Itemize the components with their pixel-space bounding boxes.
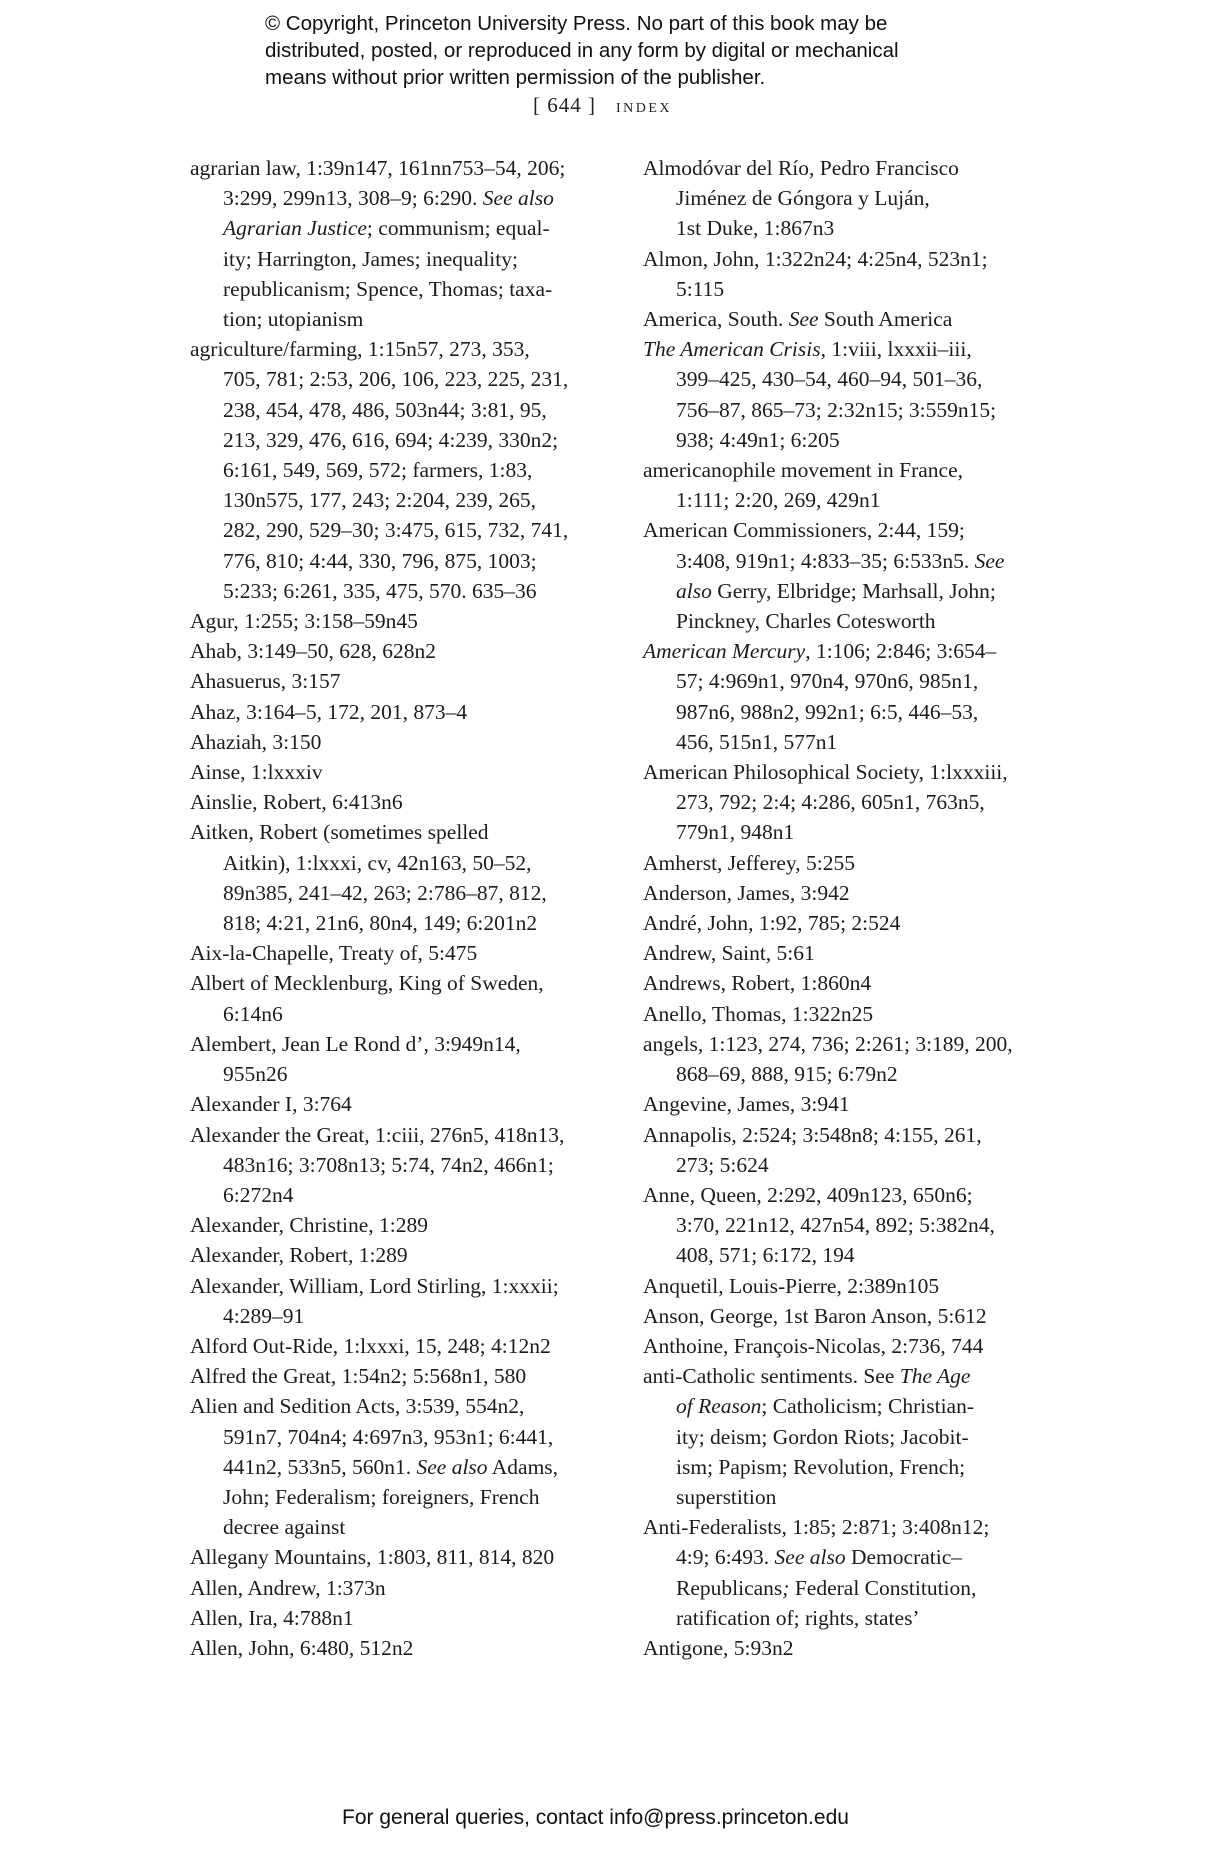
index-entry [190,1542,610,1572]
index-entry-line: Alexander, Robert, 1:289 [190,1243,408,1268]
index-entry-continuation: ity; deism; Gordon Riots; Jacobit- [676,1424,969,1449]
index-entry-continuation: also Gerry, Elbridge; Marhsall, John; [676,578,996,603]
index-entry [190,1391,610,1542]
index-entry-line: America, South. See South America [643,307,953,332]
index-entry [190,153,610,334]
index-entry-line: agriculture/farming, 1:15n57, 273, 353, [190,337,530,362]
index-entry [643,848,1073,878]
copyright-line: © Copyright, Princeton University Press. No part of this book may be [265,12,888,35]
index-entry [643,244,1073,304]
index-entry [190,1331,610,1361]
index-entry-continuation: decree against [223,1515,346,1540]
index-entry-continuation: 273, 792; 2:4; 4:286, 605n1, 763n5, [676,790,985,815]
index-entry-line: Anti-Federalists, 1:85; 2:871; 3:408n12; [643,1515,990,1540]
index-entry-continuation: 818; 4:21, 21n6, 80n4, 149; 6:201n2 [223,911,538,936]
index-entry [643,1512,1073,1633]
index-entry-line: American Commissioners, 2:44, 159; [643,518,965,543]
index-entry-continuation: 987n6, 988n2, 992n1; 6:5, 446–53, [676,699,979,724]
index-entry-line: American Mercury, 1:106; 2:846; 3:654– [643,639,997,664]
index-entry [190,938,610,968]
index-entry [643,1029,1073,1089]
index-entry-continuation: 89n385, 241–42, 263; 2:786–87, 812, [223,880,547,905]
index-entry [190,1633,610,1663]
index-entry [643,1361,1073,1512]
index-entry [643,1089,1073,1119]
index-entry-line: Alexander, William, Lord Stirling, 1:xxxii; [190,1273,559,1298]
index-entry [190,636,610,666]
index-entry [190,1210,610,1240]
index-entry-line: Ahaz, 3:164–5, 172, 201, 873–4 [190,699,468,724]
index-entry-line: Ainslie, Robert, 6:413n6 [190,790,403,815]
index-entry-line: Allegany Mountains, 1:803, 811, 814, 820 [190,1545,555,1570]
index-entry [643,757,1073,848]
index-entry-line: Agur, 1:255; 3:158–59n45 [190,609,418,634]
index-entry-line: anti-Catholic sentiments. See The Age [643,1364,971,1389]
index-entry-continuation: of Reason; Catholicism; Christian- [676,1394,975,1419]
index-entry [643,304,1073,334]
index-entry-line: Aitken, Robert (sometimes spelled [190,820,489,845]
index-entry-continuation: 273; 5:624 [676,1152,769,1177]
index-entry [190,606,610,636]
copyright-line: distributed, posted, or reproduced in any form by digital or mechanical [265,39,899,62]
index-entry [190,1089,610,1119]
index-entry [190,1573,610,1603]
index-entry [643,1331,1073,1361]
index-entry-line: Allen, Ira, 4:788n1 [190,1605,354,1630]
index-entry-continuation: 756–87, 865–73; 2:32n15; 3:559n15; [676,397,997,422]
index-entry [643,908,1073,938]
index-entry-line: Ahasuerus, 3:157 [190,669,341,694]
index-entry-continuation: 3:408, 919n1; 4:833–35; 6:533n5. See [676,548,1005,573]
page-number: [ 644 ] [533,93,596,117]
index-entry-continuation: ratification of; rights, states’ [676,1605,920,1630]
copyright-line: means without prior written permission of the publisher. [265,66,766,89]
index-entry-continuation: 4:9; 6:493. See also Democratic– [676,1545,963,1570]
index-entry-line: André, John, 1:92, 785; 2:524 [643,911,901,936]
index-entry-continuation: Pinckney, Charles Cotesworth [676,609,936,634]
index-entry [643,968,1073,998]
index-entry [643,515,1073,636]
index-entry [190,1029,610,1089]
index-entry [190,787,610,817]
running-head [533,93,672,118]
index-entry [190,666,610,696]
index-entry-continuation: Agrarian Justice; communism; equal- [223,216,550,241]
index-entry-continuation: tion; utopianism [223,307,364,332]
index-entry-line: Anderson, James, 3:942 [643,880,850,905]
index-entry-continuation: 6:161, 549, 569, 572; farmers, 1:83, [223,458,533,483]
index-entry-line: Amherst, Jefferey, 5:255 [643,850,855,875]
index-entry [643,455,1073,515]
index-entry-continuation: superstition [676,1484,777,1509]
index-entry-line: Anthoine, François-Nicolas, 2:736, 744 [643,1333,984,1358]
index-entry-continuation: 5:115 [676,276,725,301]
index-entry-line: Andrews, Robert, 1:860n4 [643,971,872,996]
index-entry-line: Albert of Mecklenburg, King of Sweden, [190,971,544,996]
index-entry [643,999,1073,1029]
index-entry-continuation: 779n1, 948n1 [676,820,795,845]
index-entry-line: americanophile movement in France, [643,458,963,483]
index-entry [643,636,1073,757]
index-entry-continuation: Aitkin), 1:lxxxi, cv, 42n163, 50–52, [223,850,532,875]
index-entry-continuation: 3:299, 299n13, 308–9; 6:290. See also [223,186,554,211]
index-entry-line: angels, 1:123, 274, 736; 2:261; 3:189, 200, [643,1031,1013,1056]
index-column-right [643,153,1073,1663]
index-entry-continuation: John; Federalism; foreigners, French [223,1484,540,1509]
index-entry-line: Ainse, 1:lxxxiv [190,760,323,785]
index-entry-continuation: 399–425, 430–54, 460–94, 501–36, [676,367,983,392]
index-entry-continuation: 282, 290, 529–30; 3:475, 615, 732, 741, [223,518,569,543]
index-entry-line: Alexander I, 3:764 [190,1092,352,1117]
index-entry [643,1301,1073,1331]
index-entry-continuation: 5:233; 6:261, 335, 475, 570. 635–36 [223,578,537,603]
index-entry [190,968,610,1028]
index-entry [190,334,610,606]
index-entry-continuation: 4:289–91 [223,1303,305,1328]
index-entry-continuation: 938; 4:49n1; 6:205 [676,427,840,452]
index-entry-continuation: 6:14n6 [223,1001,283,1026]
index-entry [190,1120,610,1211]
index-entry [190,1603,610,1633]
index-entry-line: Antigone, 5:93n2 [643,1635,794,1660]
index-entry [190,1361,610,1391]
index-entry-line: Allen, Andrew, 1:373n [190,1575,386,1600]
index-column-left [190,153,610,1663]
index-entry-continuation: 1:111; 2:20, 269, 429n1 [676,488,881,513]
index-entry-continuation: 705, 781; 2:53, 206, 106, 223, 225, 231, [223,367,569,392]
index-entry-continuation: 57; 4:969n1, 970n4, 970n6, 985n1, [676,669,979,694]
index-entry-continuation: Jiménez de Góngora y Luján, [676,186,930,211]
index-entry-continuation: 776, 810; 4:44, 330, 796, 875, 1003; [223,548,537,573]
index-entry-continuation: 3:70, 221n12, 427n54, 892; 5:382n4, [676,1213,995,1238]
index-entry-line: Andrew, Saint, 5:61 [643,941,815,966]
index-entry-line: Allen, John, 6:480, 512n2 [190,1635,414,1660]
index-entry-line: Anello, Thomas, 1:322n25 [643,1001,874,1026]
index-entry [190,757,610,787]
index-entry-line: Alfred the Great, 1:54n2; 5:568n1, 580 [190,1364,527,1389]
index-entry-line: The American Crisis, 1:viii, lxxxii–iii, [643,337,972,362]
index-entry-continuation: 238, 454, 478, 486, 503n44; 3:81, 95, [223,397,547,422]
index-entry [643,938,1073,968]
index-entry [190,817,610,938]
index-entry [643,1271,1073,1301]
index-entry-line: agrarian law, 1:39n147, 161nn753–54, 206; [190,156,566,180]
index-entry-line: Almodóvar del Río, Pedro Francisco [643,156,959,180]
index-entry [643,1633,1073,1663]
index-entry [643,1120,1073,1180]
footer-contact: For general queries, contact info@press.princeton.edu [342,1806,849,1829]
index-entry-line: Aix-la-Chapelle, Treaty of, 5:475 [190,941,478,966]
index-entry-line: Ahab, 3:149–50, 628, 628n2 [190,639,437,664]
index-entry-continuation: 1st Duke, 1:867n3 [676,216,835,241]
index-entry [643,878,1073,908]
index-entry-continuation: 213, 329, 476, 616, 694; 4:239, 330n2; [223,427,559,452]
section-title: index [616,95,673,117]
index-entry-continuation: 868–69, 888, 915; 6:79n2 [676,1062,898,1087]
index-entry-line: Almon, John, 1:322n24; 4:25n4, 523n1; [643,246,988,271]
index-entry-line: Anquetil, Louis-Pierre, 2:389n105 [643,1273,940,1298]
index-entry-continuation: 6:272n4 [223,1182,294,1207]
index-entry-continuation: ity; Harrington, James; inequality; [223,246,518,271]
index-entry-continuation: 441n2, 533n5, 560n1. See also Adams, [223,1454,559,1479]
index-entry [190,1271,610,1331]
index-entry-line: Anne, Queen, 2:292, 409n123, 650n6; [643,1182,973,1207]
index-entry [190,727,610,757]
index-entry-line: Alford Out-Ride, 1:lxxxi, 15, 248; 4:12n2 [190,1333,551,1358]
index-entry-continuation: 456, 515n1, 577n1 [676,729,838,754]
index-entry-continuation: republicanism; Spence, Thomas; taxa- [223,276,553,301]
index-entry-continuation: Republicans; Federal Constitution, [676,1575,977,1600]
index-entry [643,153,1073,244]
index-entry [643,334,1073,455]
index-entry-line: Alexander, Christine, 1:289 [190,1213,428,1238]
index-entry-line: Anson, George, 1st Baron Anson, 5:612 [643,1303,987,1328]
index-entry-line: Alembert, Jean Le Rond d’, 3:949n14, [190,1031,521,1056]
index-entry-continuation: 483n16; 3:708n13; 5:74, 74n2, 466n1; [223,1152,554,1177]
index-entry-line: Ahaziah, 3:150 [190,729,322,754]
index-entry-line: American Philosophical Society, 1:lxxxiii, [643,760,1008,785]
index-entry-continuation: 591n7, 704n4; 4:697n3, 953n1; 6:441, [223,1424,554,1449]
index-entry-continuation: 130n575, 177, 243; 2:204, 239, 265, [223,488,536,513]
index-entry [190,1240,610,1270]
index-entry-line: Angevine, James, 3:941 [643,1092,850,1117]
index-entry [643,1180,1073,1271]
index-entry-line: Alexander the Great, 1:ciii, 276n5, 418n13, [190,1122,565,1147]
copyright-notice [265,10,1025,91]
index-entry [190,697,610,727]
index-entry-line: Alien and Sedition Acts, 3:539, 554n2, [190,1394,525,1419]
index-entry-continuation: 955n26 [223,1062,288,1087]
index-entry-continuation: 408, 571; 6:172, 194 [676,1243,855,1268]
index-entry-continuation: ism; Papism; Revolution, French; [676,1454,966,1479]
index-entry-line: Annapolis, 2:524; 3:548n8; 4:155, 261, [643,1122,982,1147]
